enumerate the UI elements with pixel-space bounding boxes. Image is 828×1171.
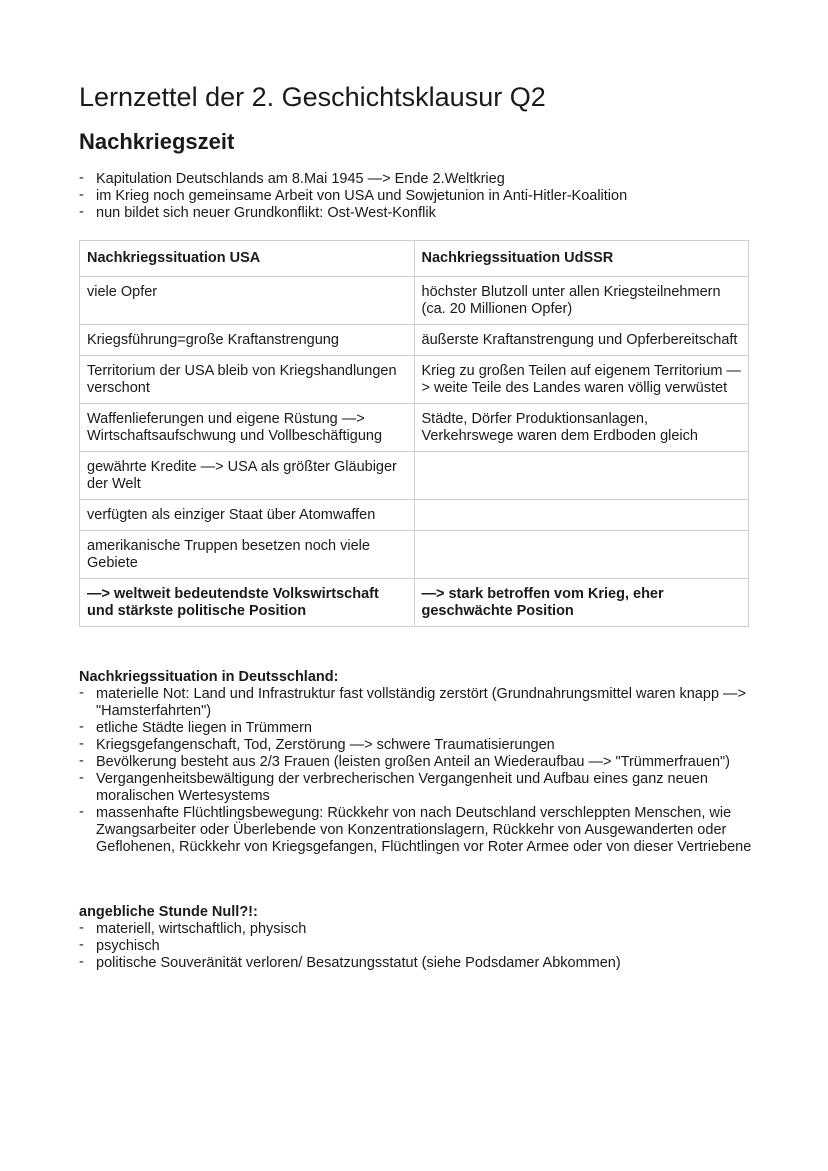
table-cell: Waffenlieferungen und eigene Rüstung —> Wirtschaftsaufschwung und Vollbeschäftigung xyxy=(80,404,415,452)
list-item: - psychisch xyxy=(79,938,759,955)
table-row xyxy=(80,452,749,500)
column-header-udssr: Nachkriegssituation UdSSR xyxy=(414,241,749,277)
summary-cell-udssr: —> stark betroffen vom Krieg, eher geschwächte Position xyxy=(414,579,749,627)
table-cell: Krieg zu großen Teilen auf eigenem Territorium —> weite Teile des Landes waren völlig verwüstet xyxy=(414,356,749,404)
intro-list xyxy=(79,171,759,222)
section-title: Nachkriegszeit xyxy=(79,129,235,154)
germany-section xyxy=(79,669,759,856)
table-header-row xyxy=(80,241,749,277)
table-row xyxy=(80,325,749,356)
table-cell: amerikanische Truppen besetzen noch viele Gebiete xyxy=(80,531,415,579)
table-cell: viele Opfer xyxy=(80,277,415,325)
list-item: - Kriegsgefangenschaft, Tod, Zerstörung —> schwere Traumatisierungen xyxy=(79,737,759,754)
list-item: - politische Souveränität verloren/ Besatzungsstatut (siehe Podsdamer Abkommen) xyxy=(79,955,759,972)
list-item: - Vergangenheitsbewältigung der verbrecherischen Vergangenheit und Aufbau eines ganz neuen moralischen Wertesystems xyxy=(79,771,759,805)
table-cell: gewährte Kredite —> USA als größter Gläubiger der Welt xyxy=(80,452,415,500)
table-row xyxy=(80,531,749,579)
list-item: - Bevölkerung besteht aus 2/3 Frauen (leisten großen Anteil an Wiederaufbau —> "Trümmerfrauen") xyxy=(79,754,759,771)
table-cell: Territorium der USA bleib von Kriegshandlungen verschont xyxy=(80,356,415,404)
germany-list xyxy=(79,686,759,856)
list-item: - massenhafte Flüchtlingsbewegung: Rückkehr von nach Deutschland verschleppten Menschen, wie Zwangsarbeiter oder Überlebende von Konzentrationslagern, Rückkehr von Ausgewanderten oder Geflohenen, Rückkehr von Kriegsgefangen, Flüchtlingen vor Roter Armee oder von dieser Vertriebene xyxy=(79,805,759,856)
list-item: - etliche Städte liegen in Trümmern xyxy=(79,720,759,737)
table-cell xyxy=(414,531,749,579)
column-header-usa: Nachkriegssituation USA xyxy=(80,241,415,277)
table-cell: Kriegsführung=große Kraftanstrengung xyxy=(80,325,415,356)
table-row xyxy=(80,277,749,325)
table-cell xyxy=(414,452,749,500)
table-cell: höchster Blutzoll unter allen Kriegsteilnehmern (ca. 20 Millionen Opfer) xyxy=(414,277,749,325)
stunde-null-list xyxy=(79,921,759,972)
table-row xyxy=(80,404,749,452)
summary-cell-usa: —> weltweit bedeutendste Volkswirtschaft und stärkste politische Position xyxy=(80,579,415,627)
germany-heading: Nachkriegssituation in Deutsschland: xyxy=(79,669,339,685)
comparison-table xyxy=(79,240,749,627)
table-row xyxy=(80,356,749,404)
table-summary-row xyxy=(80,579,749,627)
table-cell: äußerste Kraftanstrengung und Opferbereitschaft xyxy=(414,325,749,356)
table-row xyxy=(80,500,749,531)
stunde-null-section xyxy=(79,904,759,972)
stunde-null-heading: angebliche Stunde Null?!: xyxy=(79,904,258,920)
list-item: - nun bildet sich neuer Grundkonflikt: Ost-West-Konflik xyxy=(79,205,759,222)
list-item: - Kapitulation Deutschlands am 8.Mai 1945 —> Ende 2.Weltkrieg xyxy=(79,171,759,188)
document-title: Lernzettel der 2. Geschichtsklausur Q2 xyxy=(79,82,546,112)
list-item: - materielle Not: Land und Infrastruktur fast vollständig zerstört (Grundnahrungsmittel waren knapp —> "Hamsterfahrten") xyxy=(79,686,759,720)
table-cell: verfügten als einziger Staat über Atomwaffen xyxy=(80,500,415,531)
list-item: - materiell, wirtschaftlich, physisch xyxy=(79,921,759,938)
table-cell xyxy=(414,500,749,531)
table-cell: Städte, Dörfer Produktionsanlagen, Verkehrswege waren dem Erdboden gleich xyxy=(414,404,749,452)
list-item: - im Krieg noch gemeinsame Arbeit von USA und Sowjetunion in Anti-Hitler-Koalition xyxy=(79,188,759,205)
